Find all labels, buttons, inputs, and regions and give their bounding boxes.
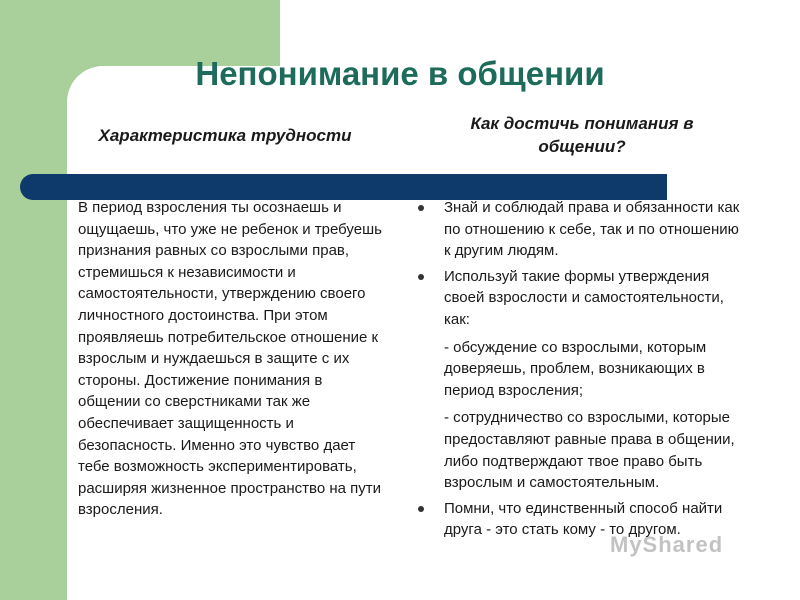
advice-item: Помни, что единственный способ найти друга - это стать кому - то другом. <box>412 498 742 541</box>
advice-item: Используй такие формы утверждения своей взрослости и самостоятельности, как: <box>412 266 742 331</box>
advice-list <box>412 197 742 545</box>
advice-item: Знай и соблюдай права и обязанности как по отношению к себе, так и по отношению к другим людям. <box>412 197 742 262</box>
advice-subitem: - сотрудничество со взрослыми, которые предоставляют равные права в общении, либо подтверждают твое право быть взрослым и самостоятельным. <box>444 409 735 492</box>
advice-subitem: - обсуждение со взрослыми, которым доверяешь, проблем, возникающих в период взросления; <box>444 338 707 399</box>
watermark-logo: MyShared <box>610 532 724 557</box>
difficulty-description: В период взросления ты осознаешь и ощущаешь, что уже не ребенок и требуешь признания равных со взрослыми прав, стремишься к независимости и самостоятельности, утверждению своего личностного достоинства. При этом проявляешь потребительское отношение к взрослым и нуждаешься в защите с их стороны. Достижение понимания в общении со сверстниками так же обеспечивает защищенность и безопасность. Именно это чувство дает тебе возможность экспериментировать, расширяя жизненное пространство на пути взросления. <box>78 199 382 519</box>
left-column-heading: Характеристика трудности <box>98 126 352 145</box>
slide-title: Непонимание в общении <box>195 55 605 92</box>
right-column-heading: Как достичь понимания в общении? <box>470 114 694 156</box>
